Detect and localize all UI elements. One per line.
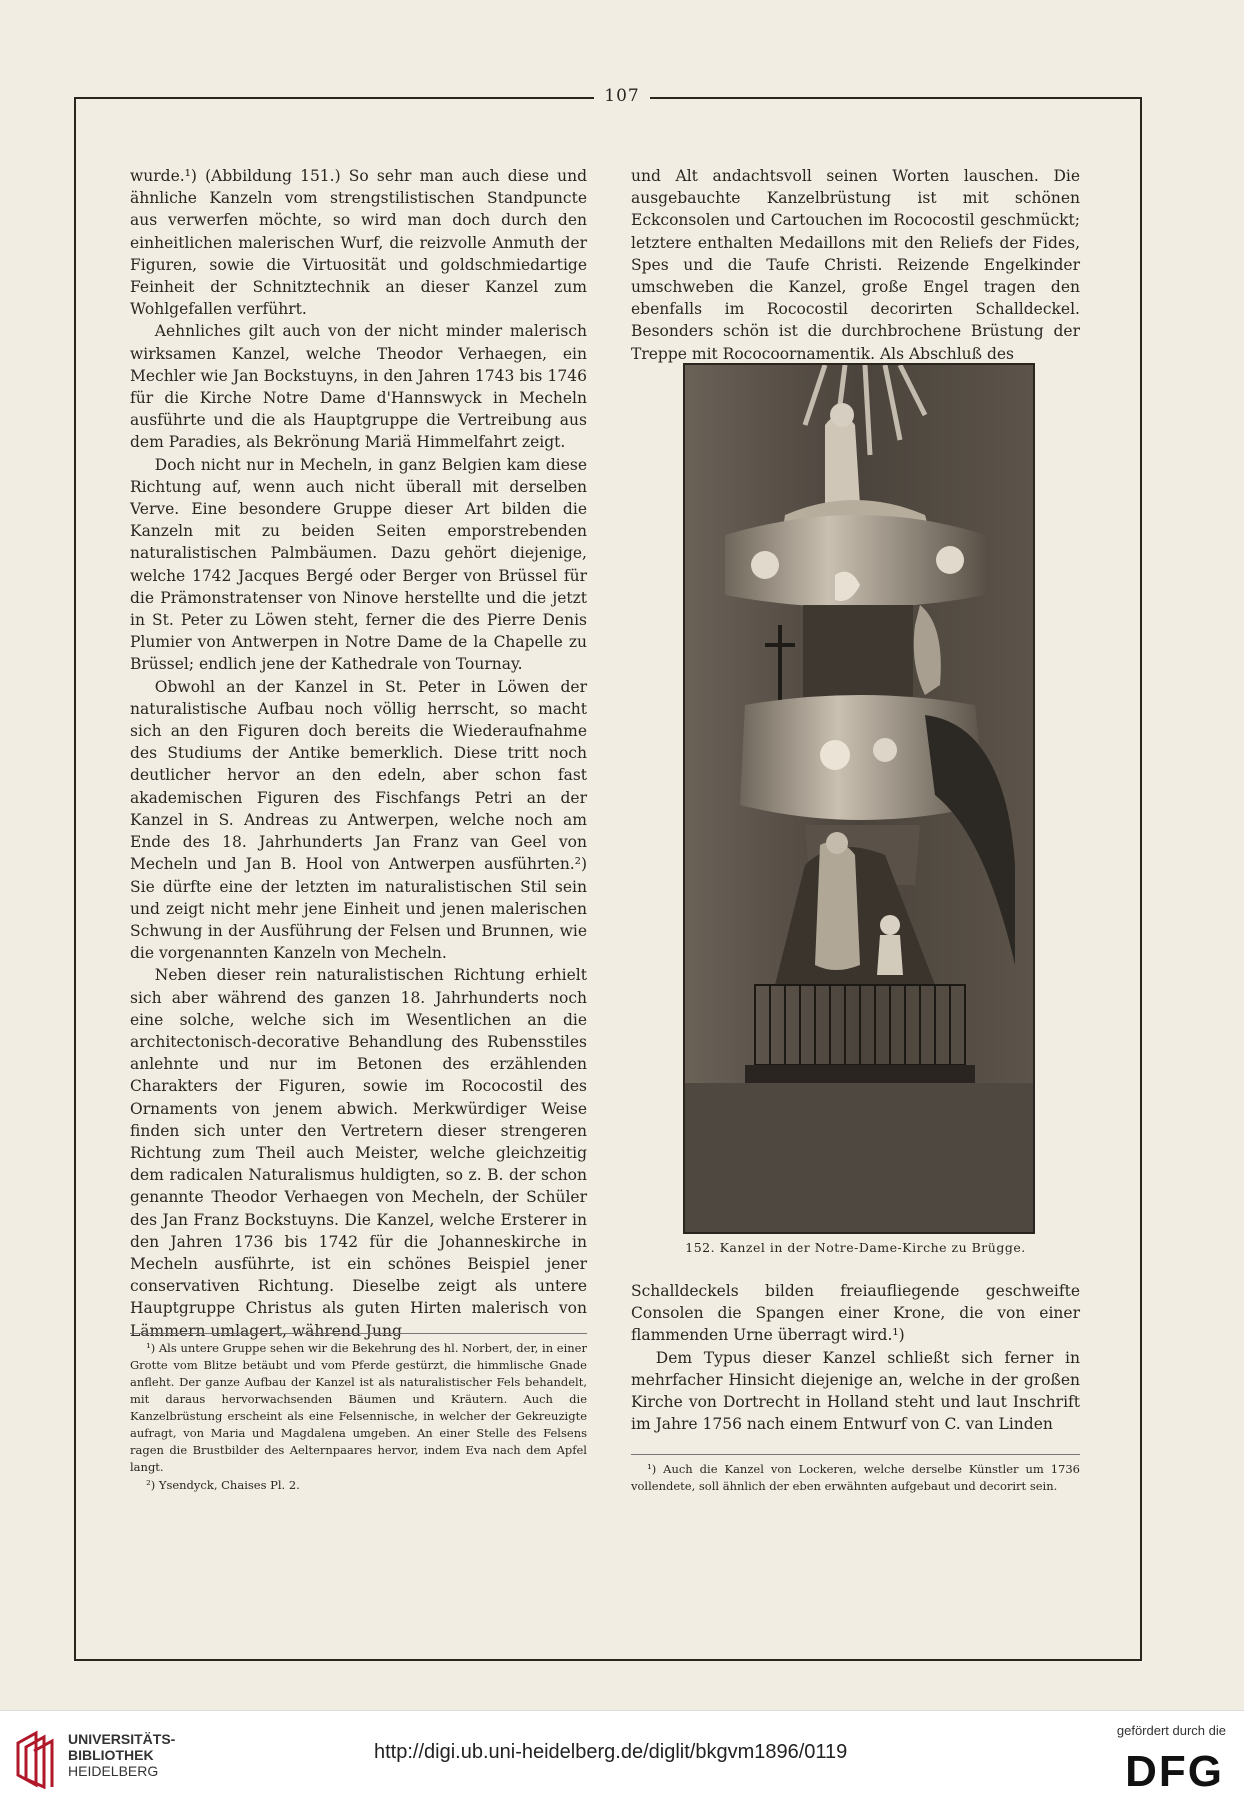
- library-name-line: HEIDELBERG: [68, 1763, 159, 1779]
- page-number: 107: [0, 86, 1244, 106]
- permalink-url[interactable]: http://digi.ub.uni-heidelberg.de/diglit/bkgvm1896/0119: [374, 1741, 848, 1763]
- paragraph: Aehnliches gilt auch von der nicht minder malerisch wirksamen Kanzel, welche Theodor Verhaegen, ein Mechler wie Jan Bockstuyns, in den Jahren 1743 bis 1746 für die Kirche Notre Dame d'Hannswyck in Mecheln ausführte und die als Hauptgruppe die Vertreibung aus dem Paradies, als Bekrönung Mariä Himmelfahrt zeigt.: [130, 322, 587, 452]
- right-column-bottom: [631, 1280, 1080, 1435]
- right-footnotes: [631, 1454, 1080, 1496]
- left-footnotes: [130, 1333, 587, 1495]
- dfg-logo[interactable]: DFG: [1125, 1747, 1224, 1796]
- paragraph: Dem Typus dieser Kanzel schließt sich ferner in mehrfacher Hinsicht diejenige an, welche in der großen Kirche von Dortrecht in Holland steht und laut Inschrift im Jahre 1756 nach einem Entwurf von C. van Linden: [631, 1348, 1080, 1434]
- figure-caption: 152. Kanzel in der Notre-Dame-Kirche zu Brügge.: [685, 1240, 1026, 1255]
- library-name-line: BIBLIOTHEK: [68, 1747, 154, 1763]
- viewer-footer: [0, 1710, 1244, 1803]
- paragraph: Obwohl an der Kanzel in St. Peter in Löwen der naturalistische Aufbau noch völlig herrscht, so macht sich an den Figuren doch bereits die Wiederaufnahme des Studiums der Antike bemerklich. Diese tritt noch deutlicher hervor an den edeln, aber schon fast akademischen Figuren des Fischfangs Petri an der Kanzel in S. Andreas zu Antwerpen, welche noch am Ende des 18. Jahrhunderts Jan Franz van Geel von Mecheln und Jan B. Hool von Antwerpen ausführten.²) Sie dürfte eine der letzten im naturalistischen Stil sein und zeigt nicht mehr jene Einheit und jenen malerischen Schwung in der Ausführung der Felsen und Brunnen, wie die vorgenannten Kanzeln von Mecheln.: [130, 677, 587, 963]
- library-name-line: UNIVERSITÄTS-: [68, 1731, 176, 1747]
- paragraph: Neben dieser rein naturalistischen Richtung erhielt sich aber während des ganzen 18. Jahrhunderts noch eine solche, welche sich im Wesentlichen an die architectonisch-decorative Behandlung des Rubensstiles anlehnte und nur im Betonen des erzählenden Charakters der Figuren, sowie im Rococostil des Ornaments von jenem abwich. Merkwürdiger Weise finden sich unter den Vertretern dieser strengeren Richtung zum Theil auch Meister, welche gleichzeitig dem radicalen Naturalismus huldigten, so z. B. der schon genannte Theodor Verhaegen von Mecheln, der Schüler des Jan Franz Bockstuyns. Die Kanzel, welche Ersterer in den Jahren 1736 bis 1742 für die Johanneskirche in Mecheln ausführte, ist ein schönes Beispiel jener conservativen Richtung. Dieselbe zeigt als untere Hauptgruppe Christus als guten Hirten malerisch von Lämmern umlagert, während Jung: [130, 966, 587, 1340]
- funding-note: gefördert durch die: [1116, 1723, 1226, 1738]
- right-column-top: [631, 165, 1080, 365]
- pulpit-illustration: [685, 365, 1033, 1232]
- footnote: ¹) Als untere Gruppe sehen wir die Bekehrung des hl. Norbert, der, in einer Grotte vom Blitze betäubt und vom Pferde gestürzt, die himmlische Gnade anfleht. Der ganze Aufbau der Kanzel ist als naturalistischer Fels behandelt, mit daraus hervorwachsenden Bäumen und Kräutern. Auch die Kanzelbrüstung erscheint als eine Felsennische, in welcher der Gekreuzigte aufragt, von Maria und Magdalena umgeben. An einer Stelle des Felsens ragen die Brustbilder des Aelternpaares hervor, indem Eva nach dem Apfel langt.: [130, 1341, 587, 1474]
- library-name[interactable]: [68, 1731, 175, 1779]
- paragraph: Schalldeckels bilden freiaufliegende geschweifte Consolen die Spangen einer Krone, die von einer flammenden Urne überragt wird.¹): [631, 1282, 1080, 1345]
- paragraph: wurde.¹) (Abbildung 151.) So sehr man auch diese und ähnliche Kanzeln vom strengstilistischen Standpuncte aus verwerfen möchte, so wird man doch durch den einheitlichen malerischen Wurf, die reizvolle Anmuth der Figuren, sowie die Virtuosität und goldschmiedartige Feinheit der Schnitztechnik an dieser Kanzel zum Wohlgefallen verführt.: [130, 167, 587, 319]
- paragraph: und Alt andachtsvoll seinen Worten lauschen. Die ausgebauchte Kanzelbrüstung ist mit schönen Eckconsolen und Cartouchen im Rococostil geschmückt; letztere enthalten Medaillons mit den Reliefs der Fides, Spes und die Taufe Christi. Reizende Engelkinder umschweben die Kanzel, große Engel tragen den ebenfalls im Rococostil decorirten Schalldeckel. Besonders schön ist die durchbrochene Brüstung der Treppe mit Rococoornamentik. Als Abschluß des: [631, 167, 1080, 363]
- footnote: ²) Ysendyck, Chaises Pl. 2.: [146, 1478, 300, 1492]
- university-library-logo-icon[interactable]: [14, 1729, 58, 1789]
- footnote: ¹) Auch die Kanzel von Lockeren, welche derselbe Künstler um 1736 vollendete, soll ähnlich der eben erwähnten aufgebaut und decorirt sein.: [631, 1462, 1080, 1493]
- paragraph: Doch nicht nur in Mecheln, in ganz Belgien kam diese Richtung auf, wenn auch nicht überall mit derselben Verve. Eine besondere Gruppe dieser Art bilden die Kanzeln mit zu beiden Seiten emporstrebenden naturalistischen Palmbäumen. Dazu gehört diejenige, welche 1742 Jacques Bergé oder Berger von Brüssel für die Prämonstratenser von Ninove herstellte und die jetzt in St. Peter zu Löwen steht, ferner die des Pierre Denis Plumier von Antwerpen in Notre Dame de la Chapelle zu Brüssel; endlich jene der Kathedrale von Tournay.: [130, 455, 587, 674]
- pulpit-photograph: [683, 363, 1035, 1234]
- left-column: [130, 165, 587, 1342]
